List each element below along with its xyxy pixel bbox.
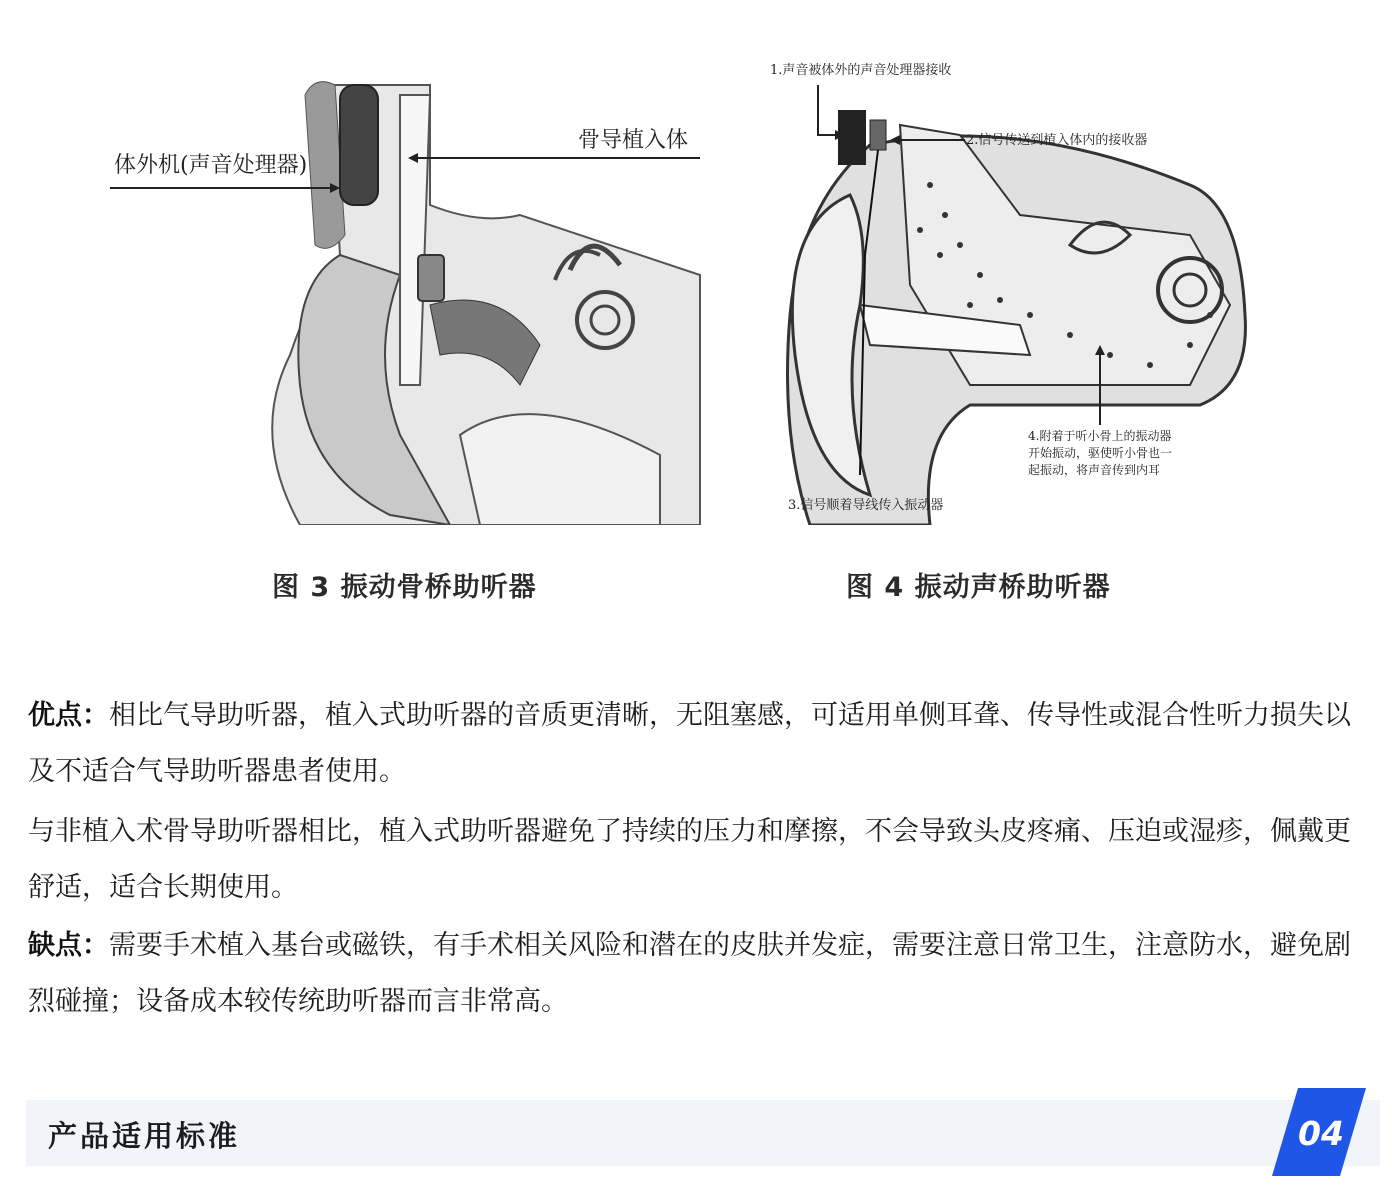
label-step-4-line-3: 起振动，将声音传到内耳 [1028, 463, 1161, 477]
comparison-paragraph [28, 804, 1364, 916]
label-step-4-line-2: 开始振动，驱使听小骨也一 [1028, 446, 1173, 460]
figure-4-caption: 图 4 振动声桥助听器 [846, 572, 1111, 603]
figure-3-drawing [100, 55, 710, 525]
label-external-processor: 体外机(声音处理器) [114, 153, 308, 178]
pros-label: 优点 [28, 700, 82, 731]
label-step-3: 3.信号顺着导线传入振动器 [788, 498, 944, 513]
pros-text: 相比气导助听器，植入式助听器的音质更清晰，无阻塞感，可适用单侧耳聋、传导性或混合性听力损失以及不适合气导助听器患者使用。 [28, 700, 1351, 787]
figure-3-bone-bridge-illustration [100, 55, 710, 525]
comparison-text: 与非植入术骨导助听器相比，植入式助听器避免了持续的压力和摩擦，不会导致头皮疼痛、压迫或湿疹，佩戴更舒适，适合长期使用。 [28, 816, 1351, 903]
figure-4-drawing [770, 55, 1270, 525]
figure-3-caption: 图 3 振动骨桥助听器 [272, 572, 537, 603]
section-title: 产品适用标准 [48, 1119, 241, 1153]
section-number-badge [1272, 1088, 1372, 1178]
label-bone-implant: 骨导植入体 [578, 128, 689, 153]
cons-paragraph [28, 918, 1364, 1030]
label-step-2: 2.信号传送到植入体内的接收器 [966, 133, 1148, 148]
section-header-bar [26, 1100, 1380, 1166]
cons-text: 需要手术植入基台或磁铁，有手术相关风险和潜在的皮肤并发症，需要注意日常卫生，注意防水，避免剧烈碰撞；设备成本较传统助听器而言非常高。 [28, 930, 1351, 1017]
cons-colon: ： [82, 930, 109, 961]
label-step-1: 1.声音被体外的声音处理器接收 [770, 63, 952, 78]
figure-4-vibrant-soundbridge-illustration [770, 55, 1270, 525]
cons-label: 缺点 [28, 930, 82, 961]
pros-paragraph [28, 688, 1364, 800]
pros-colon: ： [82, 700, 109, 731]
section-number: 04 [1298, 1114, 1344, 1153]
label-step-4-line-1: 4.附着于听小骨上的振动器 [1028, 429, 1172, 443]
